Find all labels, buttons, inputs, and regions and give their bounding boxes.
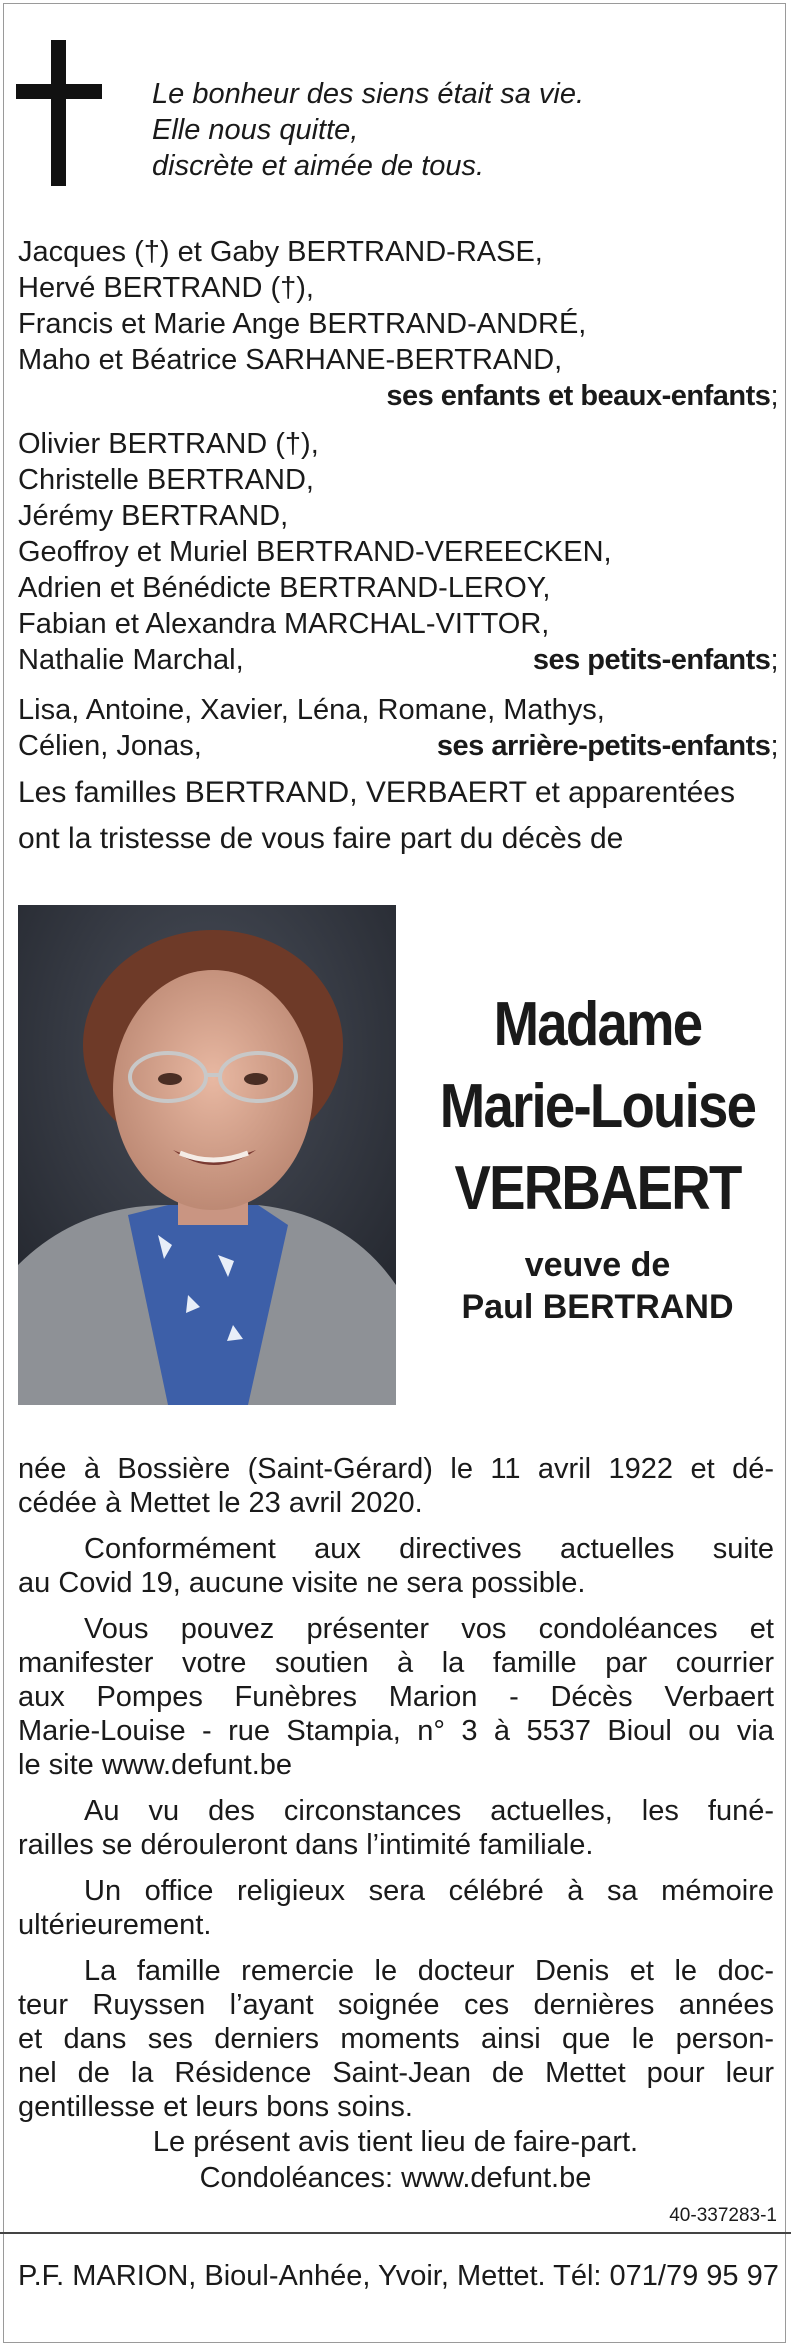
deceased-last-name: VERBAERT	[454, 1154, 741, 1223]
family-line: Geoffroy et Muriel BERTRAND-VEREECKEN,	[18, 536, 612, 568]
widow-of-label: veuve de	[524, 1246, 671, 1284]
spouse-name: Paul BERTRAND	[461, 1288, 734, 1326]
footer-divider	[0, 2232, 791, 2234]
grandchildren-group	[18, 426, 778, 678]
family-line: Lisa, Antoine, Xavier, Léna, Romane, Mathys,	[18, 694, 605, 726]
relation-label: ses petits-enfants;	[532, 644, 778, 676]
great-grandchildren-group	[18, 692, 778, 764]
family-line: Olivier BERTRAND (†),	[18, 428, 319, 460]
closing-line: Le présent avis tient lieu de faire-part.	[152, 2126, 639, 2158]
epitaph-quote	[152, 76, 584, 184]
relation-label: ses arrière-petits-enfants;	[436, 730, 778, 762]
quote-line: Elle nous quitte,	[152, 114, 359, 146]
family-line: Francis et Marie Ange BERTRAND-ANDRÉ,	[18, 308, 587, 340]
visits-paragraph: Conformément aux directives actuelles suite au Covid 19, aucune visite ne sera possible.	[18, 1533, 774, 1599]
announce-line: Les familles BERTRAND, VERBAERT et apparentées	[18, 776, 735, 809]
family-line: Fabian et Alexandra MARCHAL-VITTOR,	[18, 608, 550, 640]
condolences-paragraph: Vous pouvez présenter vos condoléances et manifester votre soutien à la famille par courrier aux Pompes Funèbres Marion - Décès Verbaert Marie-Louise - rue Stampia, n° 3 à 5537 Bioul ou via le site www.defunt.be	[18, 1613, 774, 1781]
closing-line: Condoléances: www.defunt.be	[199, 2162, 592, 2194]
closing-note	[0, 2124, 791, 2196]
thanks-paragraph: La famille remercie le docteur Denis et le doc- teur Ruyssen l’ayant soignée ces dernières années et dans ses derniers moments ainsi que le person- nel de la Résidence Saint-Jean de Mettet pour leur gentillesse et leurs bons soins.	[18, 1955, 774, 2123]
family-line: Célien, Jonas,	[18, 730, 202, 762]
family-line: Hervé BERTRAND (†),	[18, 272, 314, 304]
family-line: Nathalie Marchal,	[18, 644, 244, 676]
family-line: Adrien et Bénédicte BERTRAND-LEROY,	[18, 572, 551, 604]
relation-line	[18, 728, 778, 764]
obituary-body	[18, 1452, 774, 2136]
relation-label: ses enfants et beaux-enfants;	[386, 380, 778, 412]
birth-death-paragraph: née à Bossière (Saint-Gérard) le 11 avril 1922 et dé- cédée à Mettet le 23 avril 2020.	[18, 1453, 774, 1519]
relation-line	[18, 378, 778, 414]
funeral-home-footer: P.F. MARION, Bioul-Anhée, Yvoir, Mettet. Tél: 071/79 95 97	[18, 2260, 779, 2292]
family-line: Maho et Béatrice SARHANE-BERTRAND,	[18, 344, 563, 376]
family-line: Jacques (†) et Gaby BERTRAND-RASE,	[18, 236, 543, 268]
children-group	[18, 234, 778, 414]
cross-icon	[16, 40, 102, 186]
deceased-title: Madame	[493, 990, 702, 1059]
deceased-first-name: Marie-Louise	[439, 1072, 756, 1141]
portrait-photo	[18, 905, 396, 1405]
announce-line: ont la tristesse de vous faire part du décès de	[18, 822, 624, 855]
quote-line: discrète et aimée de tous.	[152, 150, 485, 182]
religious-service-paragraph: Un office religieux sera célébré à sa mémoire ultérieurement.	[18, 1875, 774, 1941]
announcement	[18, 770, 735, 862]
funeral-paragraph: Au vu des circonstances actuelles, les funé- railles se dérouleront dans l’intimité familiale.	[18, 1795, 774, 1861]
family-line: Jérémy BERTRAND,	[18, 500, 289, 532]
relation-line	[18, 642, 778, 678]
quote-line: Le bonheur des siens était sa vie.	[152, 78, 585, 110]
reference-number: 40-337283-1	[669, 2205, 777, 2226]
family-line: Christelle BERTRAND,	[18, 464, 314, 496]
